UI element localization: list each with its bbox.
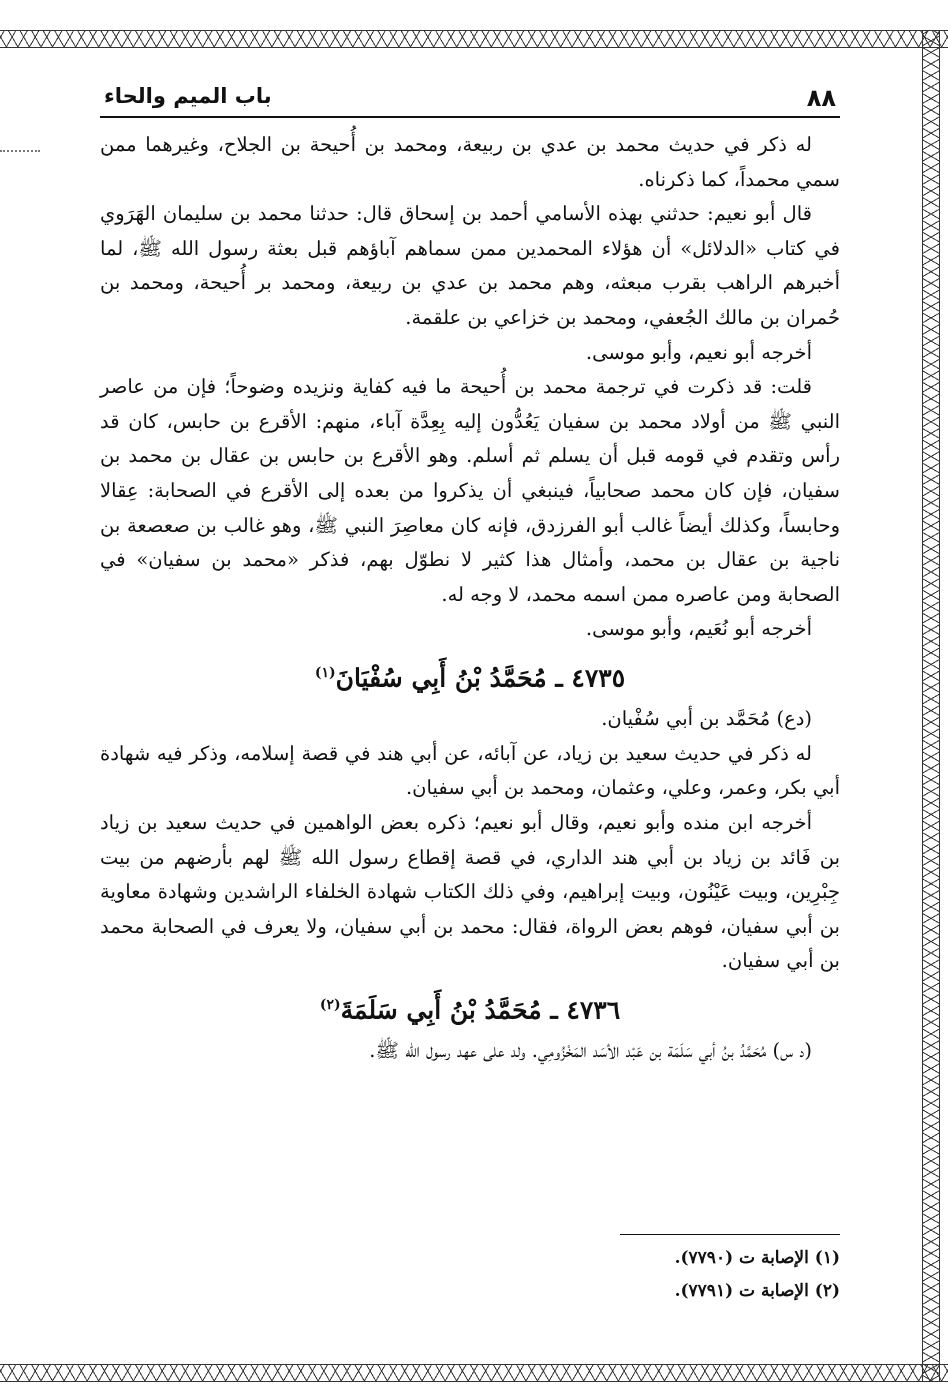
paragraph: قال أبو نعيم: حدثني بهذه الأسامي أحمد بن إسحاق قال: حدثنا محمد بن سليمان الهَرَوي في كتاب «الدلائل» أن هؤلاء المحمدين ممن سماهم آباؤهم قبل بعثة رسول الله ﷺ، لما أخبرهم الراهب بقرب مبعثه، وهم محمد بن عدي بن ربيعة، ومحمد بر أُحيحة، ومحمد بن حُمران بن مالك الجُعفي، ومحمد بن خزاعي بن علقمة. <box>100 202 840 329</box>
entry-title: ٤٧٣٦ ـ مُحَمَّدُ بْنُ أَبِي سَلَمَةَ <box>340 995 621 1025</box>
decorative-border-top <box>0 30 948 48</box>
paragraph: قلت: قد ذكرت في ترجمة محمد بن أُحيحة ما فيه كفاية ونزيده وضوحاً؛ فإن من عاصر النبي ﷺ من أولاد محمد بن سفيان يَعُدُّون إليه بِعِدَّة آباء، منهم: الأقرع بن حابس، كان قد رأس وتقدم في قومه قبل أن يسلم ثم أسلم. وهو الأقرع بن حابس بن عقال بن محمد بن سفيان، فإن كان محمد صحابياً، فينبغي أن يذكروا من بعده إلى الأقرع في الصحابة: عِقالا وحابساً، وكذلك أيضاً غالب أبو الفرزدق، فإنه كان معاصِرَ النبي ﷺ، وهو غالب بن صعصعة بن ناجية بن عقال بن محمد، وأمثال هذا كثير لا نطوّل بهم، فذكر «محمد بن سفيان» في الصحابة ومن عاصره ممن اسمه محمد، لا وجه له. <box>100 375 840 606</box>
decorative-border-right <box>922 30 940 1382</box>
paragraph: أخرجه ابن منده وأبو نعيم، وقال أبو نعيم؛ ذكره بعض الواهمين في حديث سعيد بن زياد بن فَائد بن زياد بن أبي هند الداري، في قصة إقطاع رسول الله ﷺ لهم بأرضهم من بيت جِبْرِين، وبيت عَيْنُون، وبيت إبراهيم، وفي ذلك الكتاب شهادة الخلفاء الراشدين وشهادة معاوية بن أبي سفيان، فوهم بعض الرواة، فقال: محمد بن أبي سفيان، ولا يعرف في الصحابة محمد بن أبي سفيان. <box>100 811 840 973</box>
paragraph: (د س) مُحَمَّدُ بنُ أبي سَلَمَة بن عَبْد الأسَد المَخْزُومِي. ولد على عهد رسول الله ﷺ. <box>369 1039 812 1063</box>
paragraph: له ذكر في حديث محمد بن عدي بن ربيعة، ومحمد بن أُحيحة بن الجلاح، وغيرهما ممن سمي محمداً، كما ذكرناه. <box>100 133 840 191</box>
running-title: باب الميم والحاء <box>104 84 272 108</box>
scan-artifact <box>0 150 40 172</box>
decorative-border-bottom <box>0 1364 948 1382</box>
footnote-divider <box>620 1234 840 1235</box>
paragraph: أخرجه أبو نُعَيم، وأبو موسى. <box>585 617 812 641</box>
paragraph: أخرجه أبو نعيم، وأبو موسى. <box>585 340 812 364</box>
footnote-marker: (١) <box>314 664 336 681</box>
page-number: ٨٨ <box>806 84 836 112</box>
paragraph: (دع) مُحَمَّد بن أبي سُفْيان. <box>601 707 812 731</box>
footnote: (٢) الإصابة ت (٧٧٩١). <box>674 1281 840 1301</box>
page-header <box>100 82 840 118</box>
paragraph: له ذكر في حديث سعيد بن زياد، عن آبائه، عن أبي هند في قصة إسلامه، وذكر فيه شهادة أبي بكر، وعمر، وعلي، وعثمان، ومحمد بن أبي سفيان. <box>100 741 840 800</box>
footnote: (١) الإصابة ت (٧٧٩٠). <box>674 1248 840 1268</box>
entry-heading-4735 <box>100 653 840 698</box>
footnote-marker: (٢) <box>319 996 341 1013</box>
entry-heading-4736 <box>100 985 840 1030</box>
page-body <box>100 128 840 1069</box>
entry-title: ٤٧٣٥ ـ مُحَمَّدُ بْنُ أَبِي سُفْيَانَ <box>335 663 626 693</box>
footnotes <box>560 1242 840 1308</box>
